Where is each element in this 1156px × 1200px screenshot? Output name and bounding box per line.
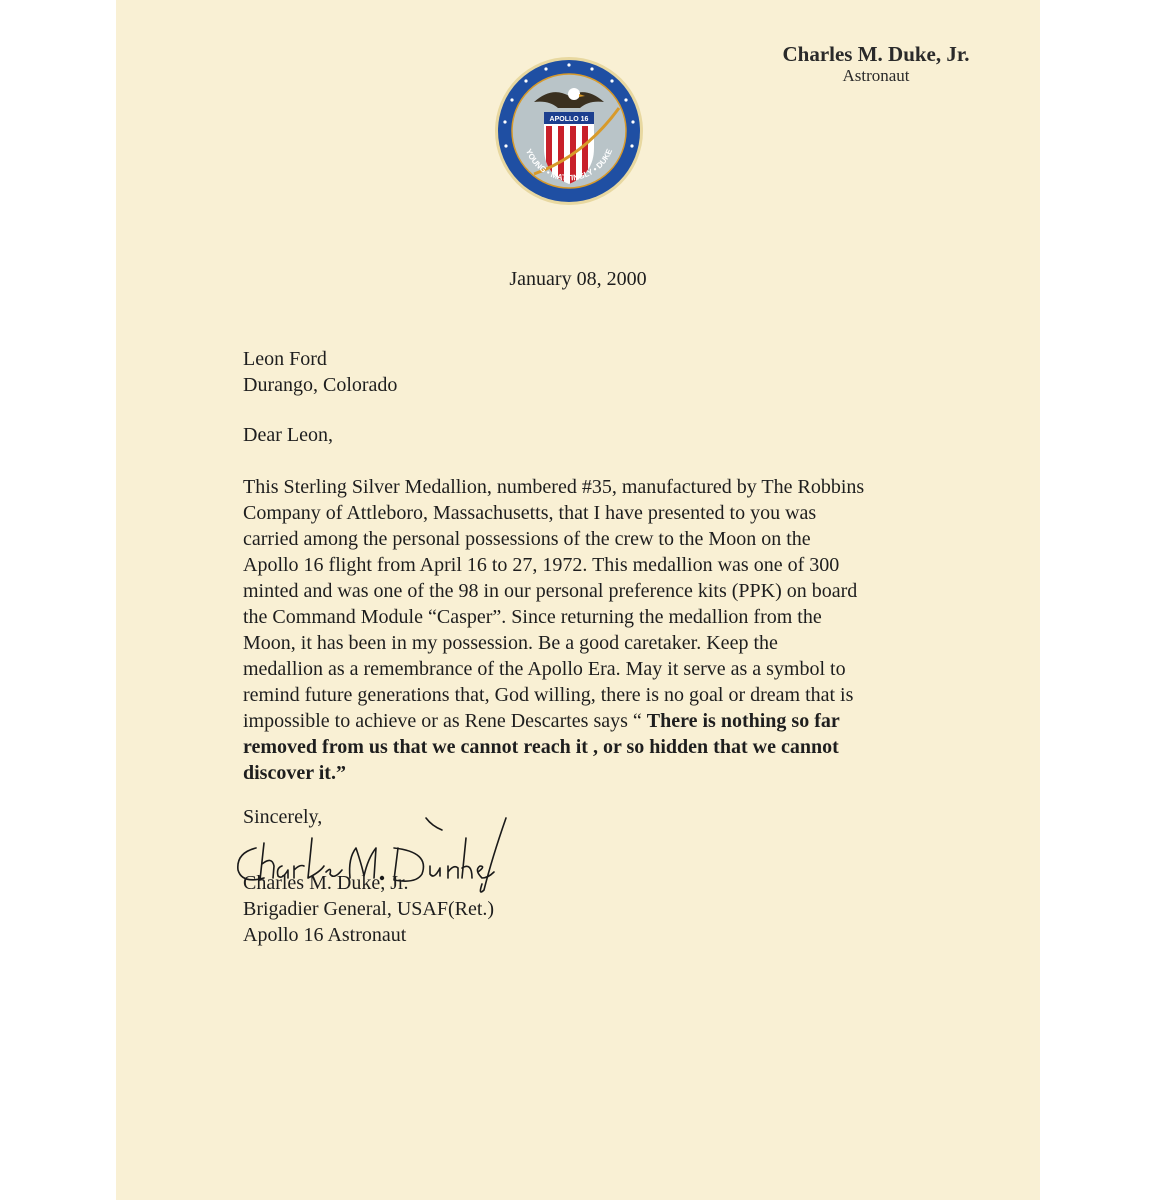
body-line: This Sterling Silver Medallion, numbered #35, manufactured by The Robbins <box>243 476 865 498</box>
body-line: remind future generations that, God willing, there is no goal or dream that is <box>243 684 854 706</box>
body-line: Moon, it has been in my possession. Be a good caretaker. Keep the <box>243 632 778 654</box>
descartes-quote-line: discover it.” <box>243 762 346 784</box>
eagle-head <box>568 88 580 100</box>
letter-date: January 08, 2000 <box>509 268 647 290</box>
letterhead-title: Astronaut <box>842 66 910 85</box>
salutation: Dear Leon, <box>243 424 333 446</box>
signer-rank: Brigadier General, USAF(Ret.) <box>243 898 495 920</box>
letterhead-name: Charles M. Duke, Jr. <box>782 42 970 66</box>
descartes-quote-line: removed from us that we cannot reach it , or so hidden that we cannot <box>243 736 839 758</box>
body-text-before-quote: impossible to achieve or as Rene Descartes says “ <box>243 710 647 732</box>
patch-crew-names: YOUNG • MATTINGLY • DUKE <box>523 147 615 183</box>
signer-name: Charles M. Duke, Jr. <box>243 872 409 894</box>
body-line: Apollo 16 flight from April 16 to 27, 1972. This medallion was one of 300 <box>243 554 840 576</box>
descartes-quote-start: There is nothing so far <box>646 710 840 732</box>
body-line: medallion as a remembrance of the Apollo Era. May it serve as a symbol to <box>243 658 846 680</box>
body-line: the Command Module “Casper”. Since returning the medallion from the <box>243 606 822 628</box>
signer-role: Apollo 16 Astronaut <box>243 924 407 946</box>
letter-page <box>116 0 1040 1200</box>
body-line: minted and was one of the 98 in our personal preference kits (PPK) on board <box>243 580 858 602</box>
body-line: Company of Attleboro, Massachusetts, that I have presented to you was <box>243 502 817 524</box>
apollo-16-patch-logo <box>494 56 644 206</box>
recipient-location: Durango, Colorado <box>243 374 398 396</box>
recipient-address <box>243 346 397 398</box>
body-line: carried among the personal possessions of the crew to the Moon on the <box>243 528 811 550</box>
signature-block <box>243 870 494 948</box>
patch-mission-label: APOLLO 16 <box>549 116 589 123</box>
recipient-name: Leon Ford <box>243 348 327 370</box>
body-line-with-quote <box>243 708 903 734</box>
closing: Sincerely, <box>243 806 323 828</box>
letter-body <box>243 474 903 786</box>
